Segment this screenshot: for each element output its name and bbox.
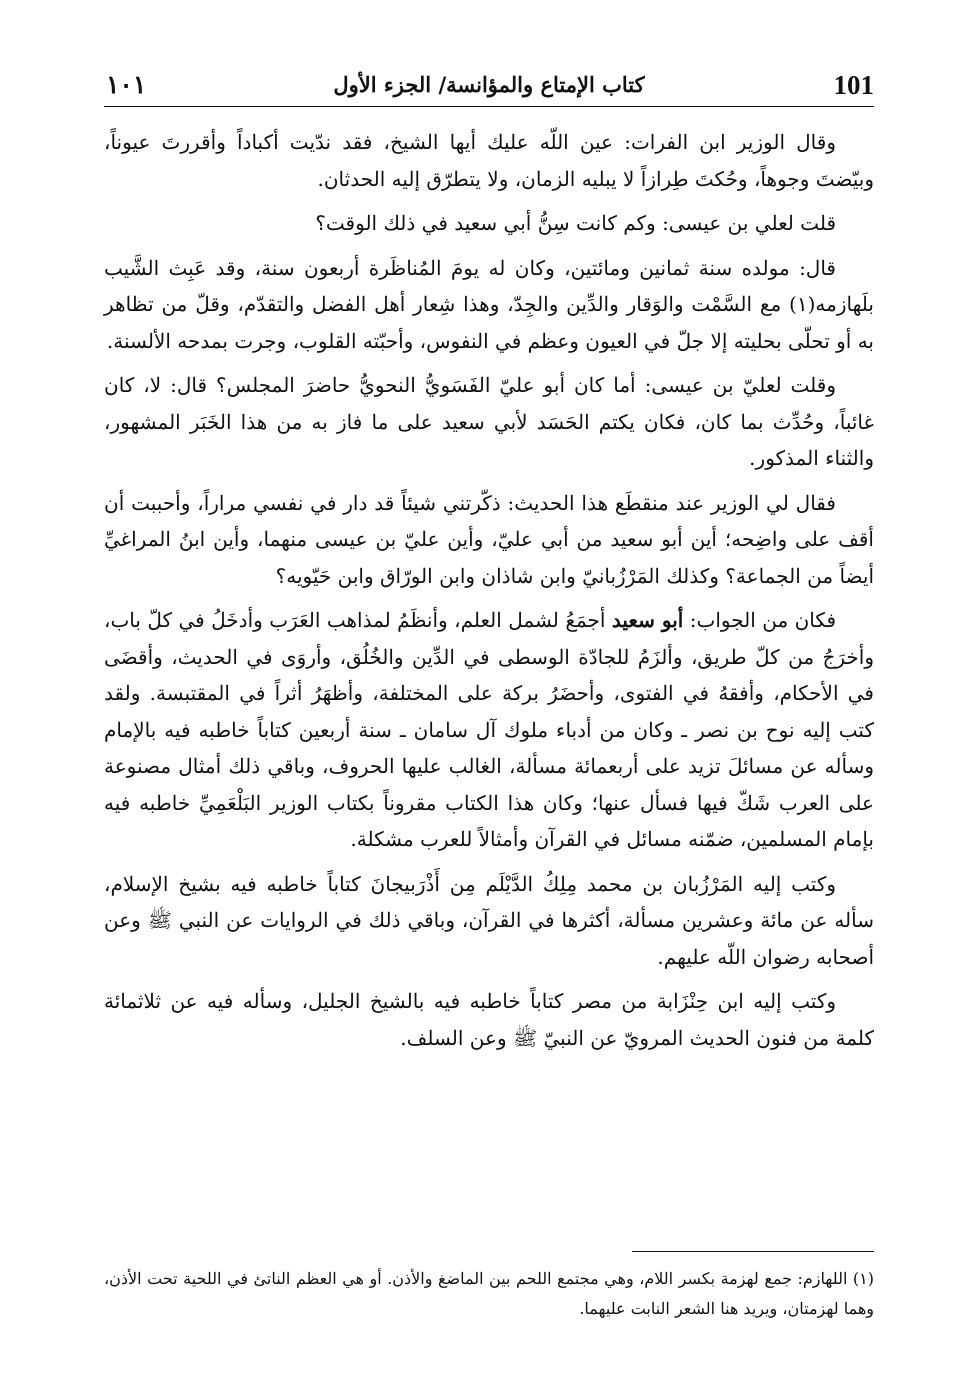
paragraph: وكتب إليه ابن حِنْزَابة من مصر كتاباً خاطبه فيه بالشيخ الجليل، وسأله فيه عن ثلاثمائة كلمة من فنون الحديث المرويّ عن النبيّ ﷺ وعن السلف. [104,989,874,1050]
footnote [104,1264,874,1324]
answer-bold-name: أبو سعيد [611,608,684,632]
footnote-separator [632,1251,874,1252]
page-number-arabic: ١٠١ [106,70,147,99]
paragraph [104,602,874,858]
page-number-latin: 101 [833,70,874,100]
paragraph: قلت لعلي بن عيسى: وكم كانت سِنُّ أبي سعيد في ذلك الوقت؟ [315,211,836,235]
main-text [104,124,874,1064]
footnote-text: (١) اللهازم: جمع لهزمة بكسر اللام، وهي مجتمع اللحم بين الماضغ والأذن. أو هي العظم الناتئ في اللحية تحت الأذن، وهما لهزمتان، ويريد هنا الشعر النابت عليهما. [104,1269,874,1318]
answer-body: أجمَعُ لشمل العلم، وأنظَمُ لمذاهب العَرَب وأدخَلُ في كلّ باب، وأخرَجُ من كلّ طريق، وألزَمُ للجادّة الوسطى في الدِّين والخُلُق، وأروَى في الحديث، وأقضَى في الأحكام، وأفقهُ في الفتوى، وأحضَرُ بركة على المختلفة، وأظهَرُ أثراً في المقتبسة. ولقد كتب إليه نوح بن نصر ـ وكان من أدباء ملوك آل سامان ـ سنة أربعين كتاباً خاطبه فيه بالإمام وسأله عن مسائلَ تزيد على أربعمائة مسألة، الغالب عليها الحروف، وباقي ذلك أمثال مصنوعة على العرب شَكّ فيها فسأل عنها؛ وكان هذا الكتاب مقروناً بكتاب الوزير البَلْعَمِيِّ خاطبه فيه بإمام المسلمين، ضمّنه مسائل في القرآن وأمثالاً للعرب مشكلة. [104,608,874,851]
running-title: كتاب الإمتاع والمؤانسة/ الجزء الأول [333,72,645,97]
page-header [104,66,874,107]
paragraph: وكتب إليه المَرْزُبان بن محمد مِلِكُ الدَّيْلَم مِن أَذْرَبيجانَ كتاباً خاطبه فيه بشيخ الإسلام، سأله عن مائة وعشرين مسألة، أكثرها في القرآن، وباقي ذلك في الروايات عن النبي ﷺ وعن أصحابه رضوان اللّه عليهم. [104,871,874,969]
paragraph: فقال لي الوزير عند منقطَع هذا الحديث: ذكّرتني شيئاً قد دار في نفسي مراراً، وأحببت أن أقف على واضِحه؛ أين أبو سعيد من أبي عليّ، وأين عليّ بن عيسى منهما، وأين ابنُ المراغيِّ أيضاً من الجماعة؟ وكذلك المَرْزُبانيّ وابن شاذان وابن الورّاق وابن حَيّويه؟ [104,490,874,588]
paragraph: قال: مولده سنة ثمانين ومائتين، وكان له يومَ المُناظَرة أربعون سنة، وقد عَبِث الشَّيب بلَهازمه(١) مع السَّمْت والوَقار والدِّين والجِدّ، وهذا شِعار أهل الفضل والتقدّم، وقلّ من تظاهر به أو تحلّى بحليته إلا جلّ في العيون وعظم في النفوس، وأحبّته القلوب، وجرت بمدحه الألسنة. [104,255,874,353]
answer-intro: فكان من الجواب: [683,608,837,632]
paragraph: وقلت لعليّ بن عيسى: أما كان أبو عليّ الفَسَويُّ النحويُّ حاضرَ المجلس؟ قال: لا، كان غائباً، وحُدِّث بما كان، فكان يكتم الحَسَد لأبي سعيد على ما فاز به من هذا الخَبَر المشهور، والثناء المذكور. [104,373,874,470]
paragraph: وقال الوزير ابن الفرات: عين اللّه عليك أيها الشيخ، فقد ندّيت أكباداً وأقررتَ عيوناً، وبيّضتَ وجوهاً، وحُكتَ طِرازاً لا يبليه الزمان، ولا يتطرّق إليه الحدثان. [104,130,874,191]
